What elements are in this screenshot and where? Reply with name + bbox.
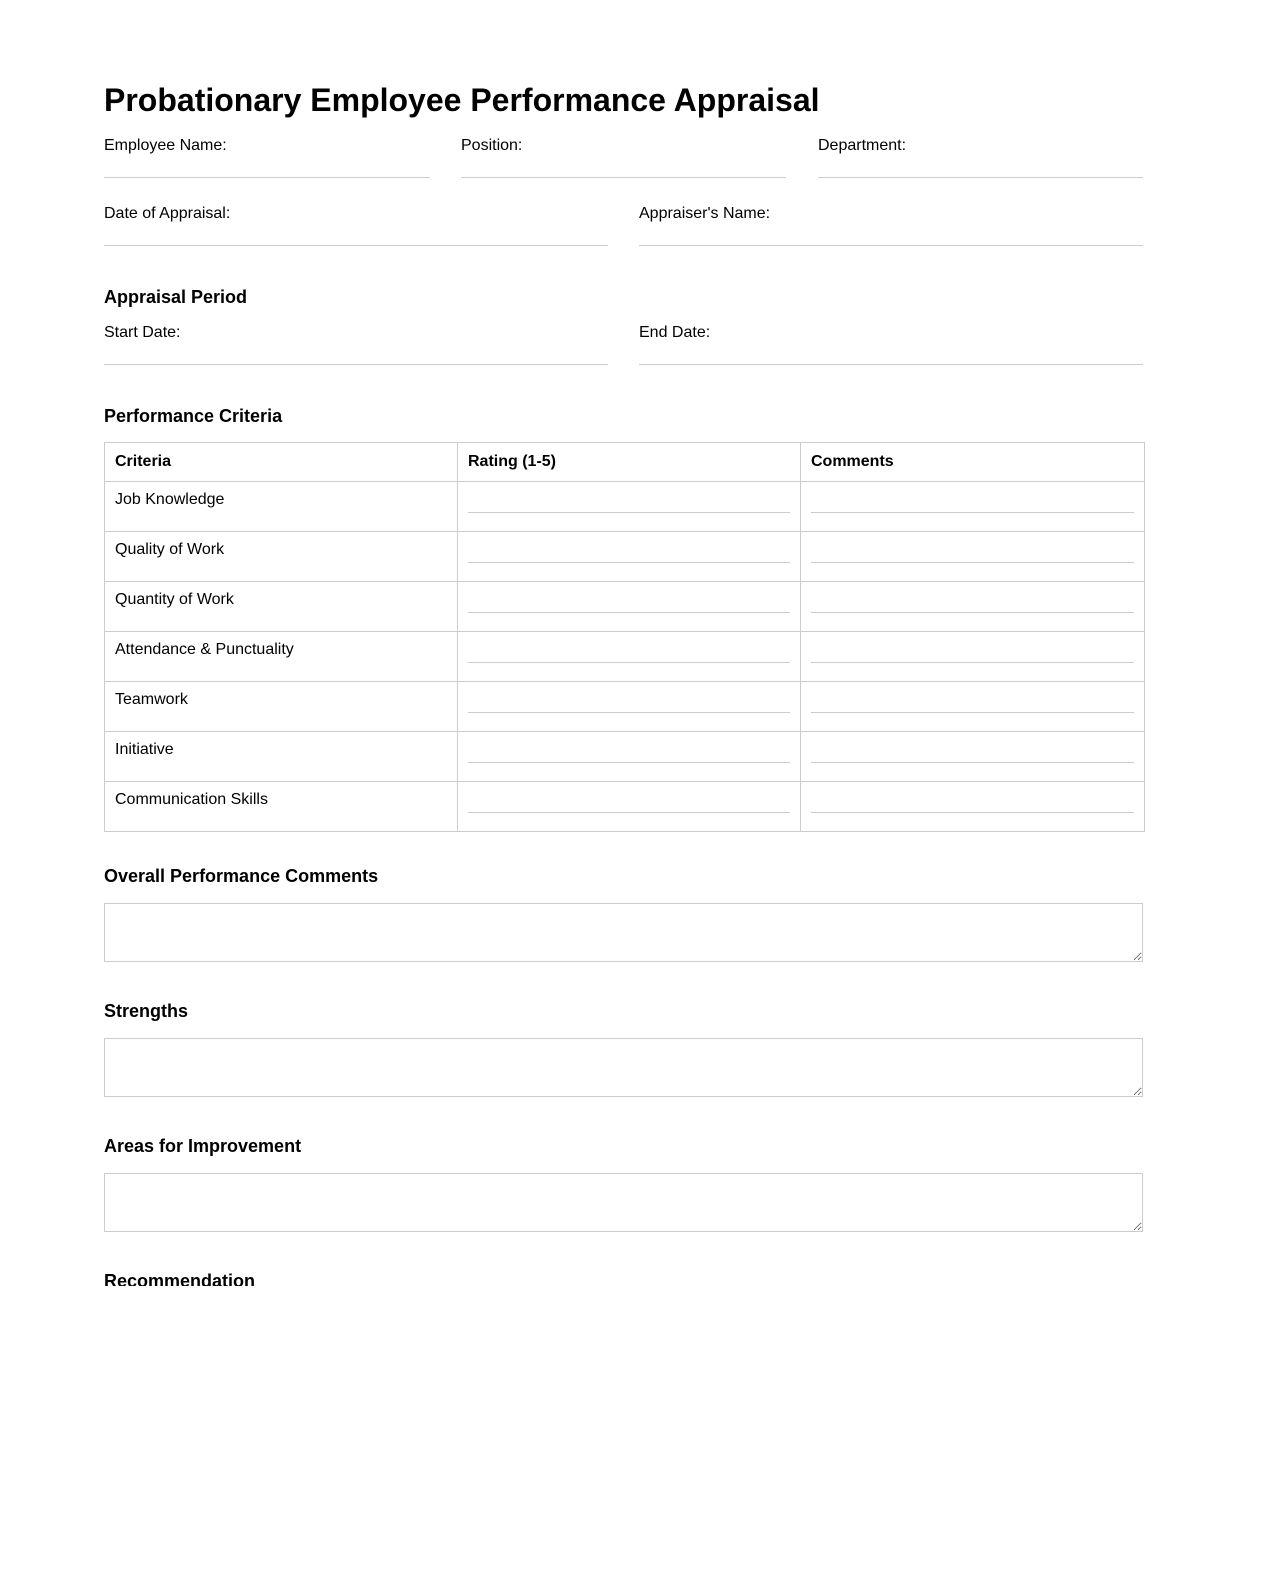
table-header-row bbox=[105, 443, 1145, 482]
overall-comments-textarea[interactable] bbox=[104, 903, 1143, 962]
performance-criteria-heading: Performance Criteria bbox=[104, 406, 283, 426]
rating-cell bbox=[458, 582, 801, 632]
appraiser-name-input[interactable] bbox=[639, 224, 1143, 246]
position-field bbox=[461, 136, 786, 180]
position-input[interactable] bbox=[461, 156, 786, 178]
rating-input-job-knowledge[interactable] bbox=[468, 492, 790, 513]
rating-cell bbox=[458, 732, 801, 782]
comments-cell bbox=[801, 782, 1145, 832]
rating-cell bbox=[458, 532, 801, 582]
criteria-cell: Quality of Work bbox=[105, 532, 458, 582]
criteria-cell: Job Knowledge bbox=[105, 482, 458, 532]
areas-for-improvement-heading: Areas for Improvement bbox=[104, 1136, 302, 1156]
areas-for-improvement-textarea[interactable] bbox=[104, 1173, 1143, 1232]
comments-cell bbox=[801, 532, 1145, 582]
comments-input-job-knowledge[interactable] bbox=[811, 492, 1134, 513]
date-of-appraisal-field bbox=[104, 204, 608, 248]
strengths-textarea[interactable] bbox=[104, 1038, 1143, 1097]
criteria-cell: Teamwork bbox=[105, 682, 458, 732]
comments-cell bbox=[801, 482, 1145, 532]
page-title: Probationary Employee Performance Appraisal bbox=[104, 82, 820, 118]
rating-cell bbox=[458, 682, 801, 732]
employee-name-field bbox=[104, 136, 430, 180]
table-row bbox=[105, 682, 1145, 732]
comments-input-quantity-of-work[interactable] bbox=[811, 592, 1134, 613]
rating-cell bbox=[458, 782, 801, 832]
rating-input-quality-of-work[interactable] bbox=[468, 542, 790, 563]
overall-comments-heading: Overall Performance Comments bbox=[104, 866, 379, 886]
rating-cell bbox=[458, 482, 801, 532]
end-date-label: End Date: bbox=[639, 324, 711, 341]
table-row bbox=[105, 482, 1145, 532]
performance-criteria-table bbox=[104, 442, 1145, 832]
rating-input-attendance[interactable] bbox=[468, 642, 790, 663]
comments-cell bbox=[801, 632, 1145, 682]
start-date-input[interactable] bbox=[104, 343, 608, 365]
criteria-cell: Quantity of Work bbox=[105, 582, 458, 632]
rating-input-communication[interactable] bbox=[468, 792, 790, 813]
start-date-label: Start Date: bbox=[104, 324, 181, 341]
comments-input-communication[interactable] bbox=[811, 792, 1134, 813]
comments-input-attendance[interactable] bbox=[811, 642, 1134, 663]
end-date-field bbox=[639, 323, 1143, 367]
employee-name-label: Employee Name: bbox=[104, 137, 227, 154]
end-date-input[interactable] bbox=[639, 343, 1143, 365]
comments-cell bbox=[801, 682, 1145, 732]
table-row bbox=[105, 532, 1145, 582]
rating-input-quantity-of-work[interactable] bbox=[468, 592, 790, 613]
comments-input-initiative[interactable] bbox=[811, 742, 1134, 763]
table-row bbox=[105, 632, 1145, 682]
criteria-cell: Attendance & Punctuality bbox=[105, 632, 458, 682]
department-field bbox=[818, 136, 1143, 180]
comments-input-teamwork[interactable] bbox=[811, 692, 1134, 713]
appraiser-name-label: Appraiser's Name: bbox=[639, 205, 771, 222]
comments-cell bbox=[801, 732, 1145, 782]
start-date-field bbox=[104, 323, 608, 367]
recommendation-heading: Recommendation bbox=[104, 1271, 256, 1286]
date-of-appraisal-label: Date of Appraisal: bbox=[104, 205, 231, 222]
department-input[interactable] bbox=[818, 156, 1143, 178]
column-header-comments: Comments bbox=[801, 443, 1145, 482]
table-row bbox=[105, 582, 1145, 632]
column-header-criteria: Criteria bbox=[105, 443, 458, 482]
comments-input-quality-of-work[interactable] bbox=[811, 542, 1134, 563]
criteria-cell: Initiative bbox=[105, 732, 458, 782]
strengths-heading: Strengths bbox=[104, 1001, 189, 1021]
employee-name-input[interactable] bbox=[104, 156, 430, 178]
column-header-rating: Rating (1-5) bbox=[458, 443, 801, 482]
rating-input-teamwork[interactable] bbox=[468, 692, 790, 713]
criteria-cell: Communication Skills bbox=[105, 782, 458, 832]
appraisal-period-heading: Appraisal Period bbox=[104, 287, 248, 307]
rating-input-initiative[interactable] bbox=[468, 742, 790, 763]
appraiser-name-field bbox=[639, 204, 1143, 248]
position-label: Position: bbox=[461, 137, 523, 154]
table-row bbox=[105, 782, 1145, 832]
comments-cell bbox=[801, 582, 1145, 632]
rating-cell bbox=[458, 632, 801, 682]
table-row bbox=[105, 732, 1145, 782]
date-of-appraisal-input[interactable] bbox=[104, 224, 608, 246]
department-label: Department: bbox=[818, 137, 907, 154]
